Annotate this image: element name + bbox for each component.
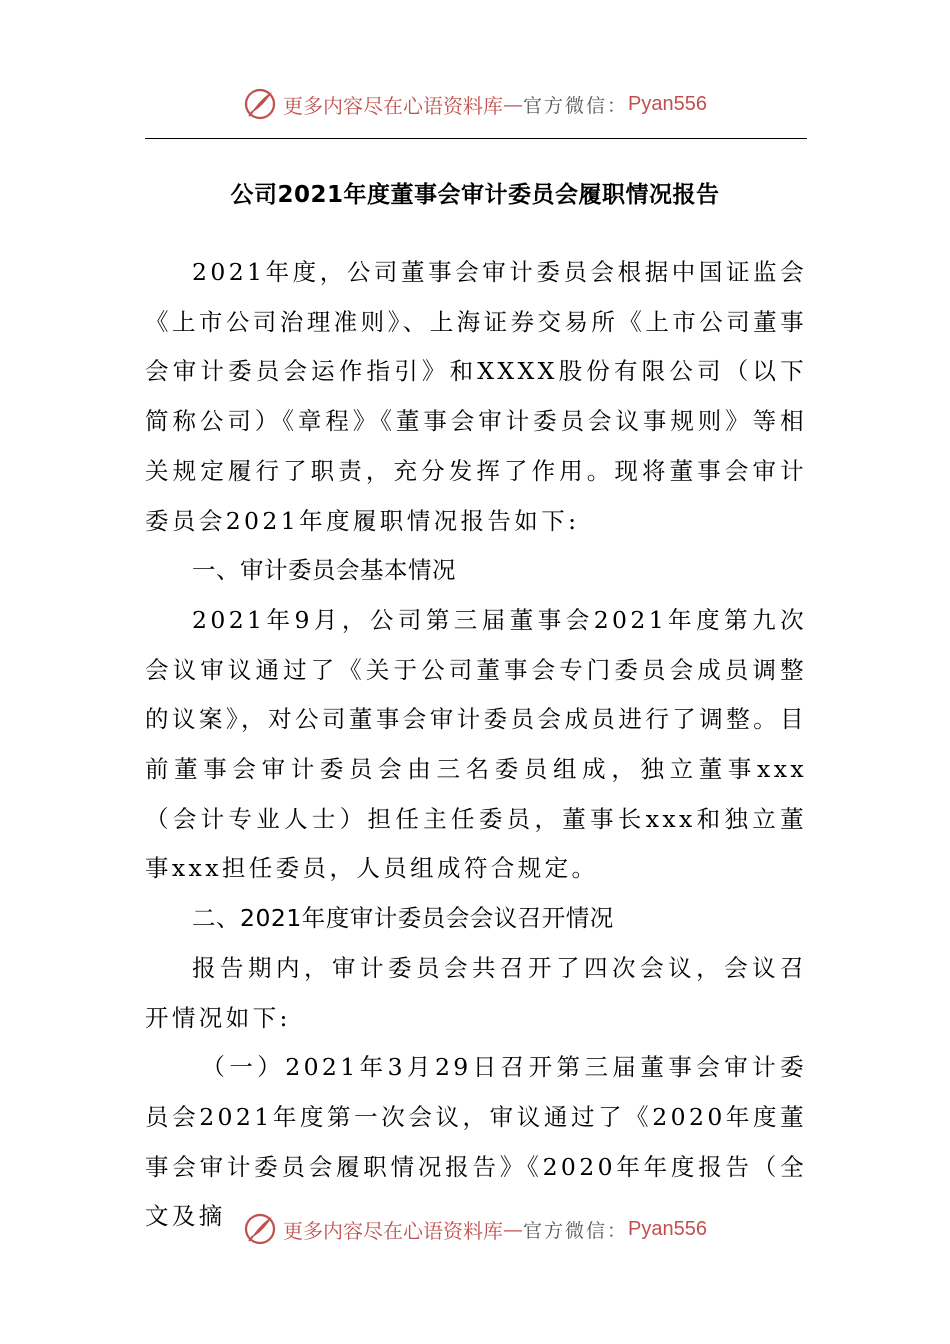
wechat-id: Pyan556 (628, 92, 707, 115)
paragraph-meeting-1: （一）2021年3月29日召开第三届董事会审计委员会2021年度第一次会议，审议通过了《2020年度董事会审计委员会履职情况报告》《2020年年度报告（全文及摘 (145, 1053, 807, 1231)
quill-pen-logo-icon (243, 87, 277, 121)
wechat-id: Pyan556 (628, 1217, 707, 1240)
paragraph-committee-composition: 2021年9月，公司第三届董事会2021年度第九次会议审议通过了《关于公司董事会专门委员会成员调整的议案》，对公司董事会审计委员会成员进行了调整。目前董事会审计委员会由三名委员组成，独立董事xxx（会计专业人士）担任主任委员，董事长xxx和独立董事xxx担任委员，人员组成符合规定。 (145, 605, 807, 883)
paragraph-meetings-summary: 报告期内，审计委员会共召开了四次会议，会议召开情况如下: (145, 953, 807, 1032)
section-heading-2: 二、2021年度审计委员会会议召开情况 (192, 904, 614, 933)
quill-pen-logo-icon (243, 1212, 277, 1246)
footer-banner (0, 1207, 950, 1251)
section-heading-1: 一、审计委员会基本情况 (192, 556, 456, 585)
banner-dash: — (503, 1217, 523, 1241)
document-body (145, 248, 807, 1242)
wechat-label: 官方微信： (523, 94, 629, 117)
wechat-label: 官方微信： (523, 1219, 629, 1242)
banner-dash: — (503, 92, 523, 116)
document-title: 公司2021年度董事会审计委员会履职情况报告 (230, 182, 720, 208)
banner-text: 更多内容尽在心语资料库 (283, 93, 503, 118)
header-divider (145, 138, 807, 139)
banner-text: 更多内容尽在心语资料库 (283, 1218, 503, 1243)
paragraph-intro: 2021年度，公司董事会审计委员会根据中国证监会《上市公司治理准则》、上海证券交易所《上市公司董事会审计委员会运作指引》和XXXX股份有限公司（以下简称公司）《章程》《董事会审计委员会议事规则》等相关规定履行了职责，充分发挥了作用。现将董事会审计委员会2021年度履职情况报告如下: (145, 258, 807, 535)
header-banner (0, 82, 950, 126)
